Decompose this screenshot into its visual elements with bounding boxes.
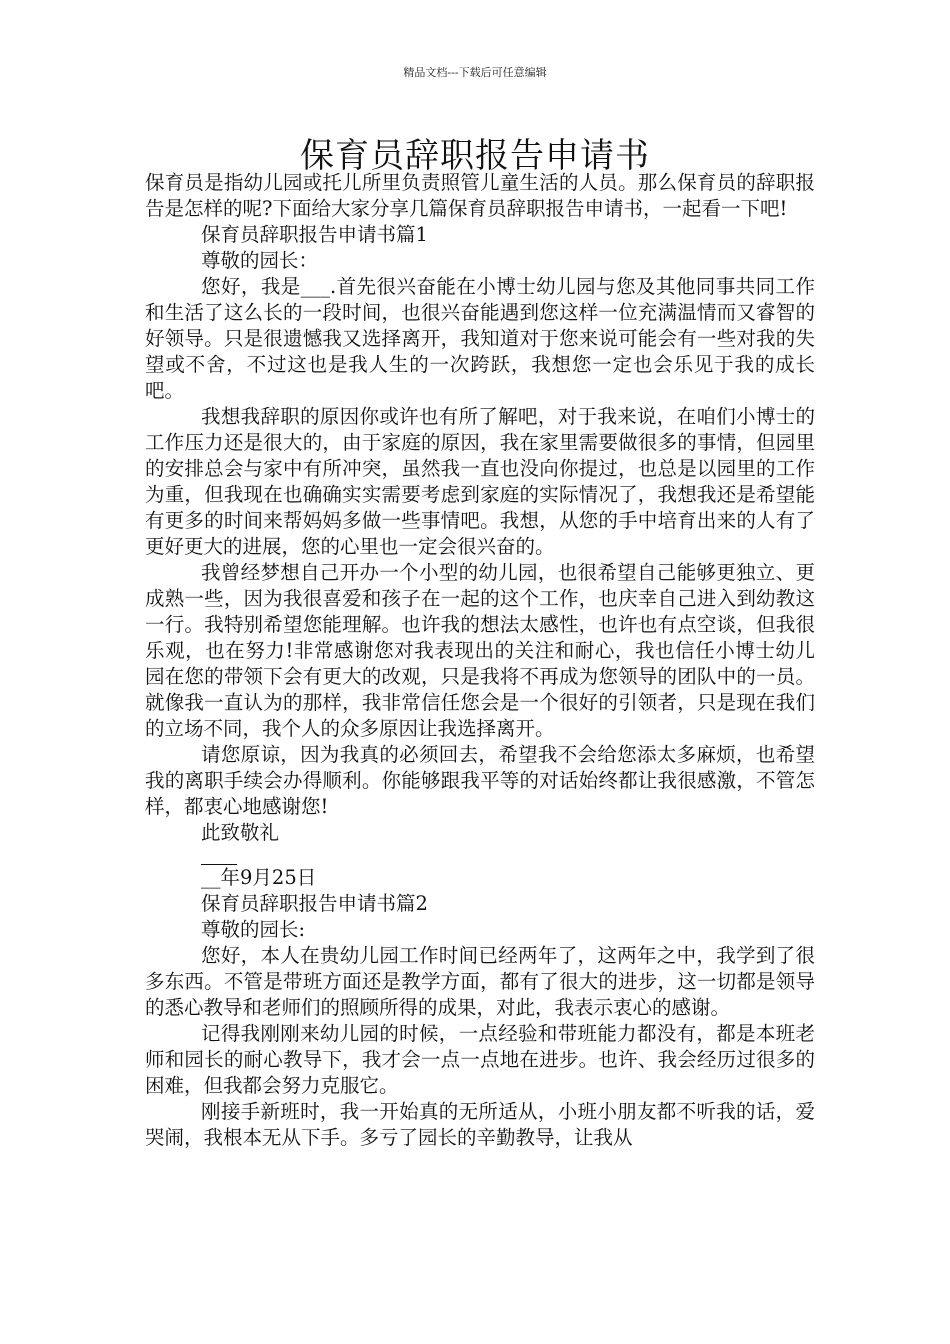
letter1-paragraph: 我曾经梦想自己开办一个小型的幼儿园，也很希望自己能够更独立、更成熟一些，因为我很喜爱和孩子在一起的这个工作，也庆幸自己进入到幼教这一行。我特别希望您能理解。也许我的想法太感性，也许也有点空谈，但我很乐观，也在努力!非常感谢您对我表现出的关注和耐心，我也信任小博士幼儿园在您的带领下会有更大的改观，只是我将不再成为您领导的团队中的一员。就像我一直认为的那样，我非常信任您会是一个很好的引领者，只是现在我们的立场不同，我个人的众多原因让我选择离开。: [145, 561, 815, 740]
document-title: 保育员辞职报告申请书: [300, 136, 650, 176]
letter1-closing: 此致敬礼: [201, 821, 280, 844]
letter2-paragraph: 您好，本人在贵幼儿园工作时间已经两年了，这两年之中，我学到了很多东西。不管是带班方面还是教学方面，都有了很大的进步，这一切都是领导的悉心教导和老师们的照顾所得的成果，对此，我表示衷心的感谢。: [145, 944, 815, 1019]
letter1-paragraph: 请您原谅，因为我真的必须回去，希望我不会给您添太多麻烦，也希望我的离职手续会办得顺利。你能够跟我平等的对话始终都让我很感激，不管怎样，都衷心地感谢您!: [145, 743, 815, 818]
letter2-salutation: 尊敬的园长:: [201, 918, 306, 941]
document-body: [145, 170, 815, 1151]
letter2-paragraph: 记得我刚刚来幼儿园的时候，一点经验和带班能力都没有，都是本班老师和园长的耐心教导下，我才会一点一点地在进步。也许、我会经历过很多的困难，但我都会努力克服它。: [145, 1022, 815, 1097]
signature-line: [201, 850, 237, 865]
letter2-heading: 保育员辞职报告申请书篇2: [201, 892, 428, 915]
letter1-paragraph: 您好，我是___.首先很兴奋能在小博士幼儿园与您及其他同事共同工作和生活了这么长的一段时间，也很兴奋能遇到您这样一位充满温情而又睿智的好领导。只是很遗憾我又选择离开，我知道对于您来说可能会有一些对我的失望或不舍，不过这也是我人生的一次跨跃，我想您一定也会乐见于我的成长吧。: [145, 275, 815, 402]
letter1-salutation: 尊敬的园长：: [201, 249, 319, 272]
letter2-paragraph: 刚接手新班时，我一开始真的无所适从，小班小朋友都不听我的话，爱哭闹，我根本无从下手。多亏了园长的辛勤教导，让我从: [145, 1100, 815, 1149]
letter1-heading: 保育员辞职报告申请书篇1: [201, 223, 428, 246]
header-note: 精品文档---下载后可任意编辑: [403, 66, 547, 79]
intro-paragraph: 保育员是指幼儿园或托儿所里负责照管儿童生活的人员。那么保育员的辞职报告是怎样的呢?下面给大家分享几篇保育员辞职报告申请书，一起看一下吧!: [145, 171, 815, 220]
letter1-date: __年9月25日: [201, 866, 317, 889]
letter1-paragraph: 我想我辞职的原因你或许也有所了解吧，对于我来说，在咱们小博士的工作压力还是很大的，由于家庭的原因，我在家里需要做很多的事情，但园里的安排总会与家中有所冲突，虽然我一直也没向你提过，也总是以园里的工作为重，但我现在也确确实实需要考虑到家庭的实际情况了，我想我还是希望能有更多的时间来帮妈妈多做一些事情吧。我想，从您的手中培育出来的人有了更好更大的进展，您的心里也一定会很兴奋的。: [145, 405, 815, 558]
